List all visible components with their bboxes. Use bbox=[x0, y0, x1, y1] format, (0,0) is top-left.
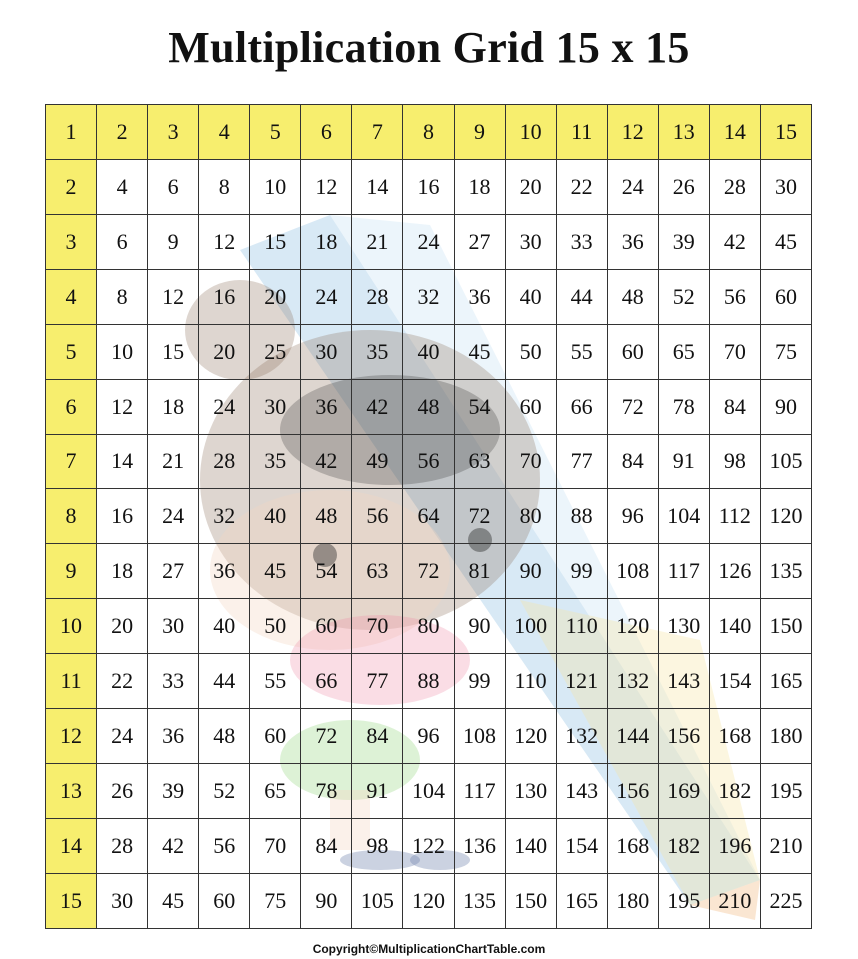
table-row bbox=[46, 764, 812, 819]
table-row bbox=[46, 379, 812, 434]
table-cell: 70 bbox=[250, 818, 301, 873]
table-cell: 104 bbox=[403, 764, 454, 819]
table-cell: 24 bbox=[607, 159, 658, 214]
table-cell: 195 bbox=[658, 873, 709, 928]
table-cell: 30 bbox=[97, 873, 148, 928]
table-cell: 8 bbox=[97, 269, 148, 324]
header-cell: 14 bbox=[709, 105, 760, 160]
table-cell: 30 bbox=[760, 159, 811, 214]
table-cell: 55 bbox=[250, 654, 301, 709]
table-cell: 63 bbox=[352, 544, 403, 599]
table-cell: 30 bbox=[505, 214, 556, 269]
table-cell: 72 bbox=[607, 379, 658, 434]
header-cell: 14 bbox=[46, 818, 97, 873]
table-cell: 54 bbox=[454, 379, 505, 434]
table-cell: 66 bbox=[556, 379, 607, 434]
table-cell: 56 bbox=[199, 818, 250, 873]
table-cell: 21 bbox=[352, 214, 403, 269]
table-cell: 78 bbox=[301, 764, 352, 819]
table-cell: 196 bbox=[709, 818, 760, 873]
table-cell: 20 bbox=[199, 324, 250, 379]
header-cell: 2 bbox=[46, 159, 97, 214]
table-cell: 9 bbox=[148, 214, 199, 269]
table-cell: 90 bbox=[760, 379, 811, 434]
table-row bbox=[46, 214, 812, 269]
table-row bbox=[46, 599, 812, 654]
table-cell: 120 bbox=[760, 489, 811, 544]
table-cell: 18 bbox=[301, 214, 352, 269]
table-cell: 42 bbox=[709, 214, 760, 269]
table-cell: 80 bbox=[403, 599, 454, 654]
table-cell: 24 bbox=[403, 214, 454, 269]
table-cell: 110 bbox=[556, 599, 607, 654]
table-cell: 90 bbox=[505, 544, 556, 599]
table-cell: 14 bbox=[97, 434, 148, 489]
table-cell: 104 bbox=[658, 489, 709, 544]
table-row bbox=[46, 269, 812, 324]
table-cell: 64 bbox=[403, 489, 454, 544]
table-cell: 77 bbox=[352, 654, 403, 709]
table-cell: 49 bbox=[352, 434, 403, 489]
table-cell: 108 bbox=[607, 544, 658, 599]
table-cell: 36 bbox=[199, 544, 250, 599]
table-cell: 42 bbox=[352, 379, 403, 434]
table-cell: 135 bbox=[454, 873, 505, 928]
table-cell: 66 bbox=[301, 654, 352, 709]
table-cell: 28 bbox=[352, 269, 403, 324]
table-cell: 16 bbox=[403, 159, 454, 214]
table-cell: 33 bbox=[148, 654, 199, 709]
table-cell: 35 bbox=[250, 434, 301, 489]
table-cell: 8 bbox=[199, 159, 250, 214]
header-cell: 10 bbox=[46, 599, 97, 654]
table-cell: 44 bbox=[199, 654, 250, 709]
header-cell: 9 bbox=[46, 544, 97, 599]
table-cell: 24 bbox=[97, 709, 148, 764]
table-cell: 75 bbox=[250, 873, 301, 928]
table-cell: 55 bbox=[556, 324, 607, 379]
table-cell: 30 bbox=[301, 324, 352, 379]
table-cell: 88 bbox=[403, 654, 454, 709]
header-cell: 6 bbox=[301, 105, 352, 160]
table-cell: 140 bbox=[505, 818, 556, 873]
table-cell: 12 bbox=[301, 159, 352, 214]
table-cell: 98 bbox=[709, 434, 760, 489]
header-cell: 10 bbox=[505, 105, 556, 160]
table-cell: 21 bbox=[148, 434, 199, 489]
table-cell: 72 bbox=[403, 544, 454, 599]
table-cell: 105 bbox=[352, 873, 403, 928]
copyright-text: Copyright©MultiplicationChartTable.com bbox=[312, 942, 546, 956]
header-cell: 5 bbox=[250, 105, 301, 160]
table-cell: 33 bbox=[556, 214, 607, 269]
table-cell: 4 bbox=[97, 159, 148, 214]
table-cell: 195 bbox=[760, 764, 811, 819]
table-cell: 56 bbox=[403, 434, 454, 489]
table-cell: 27 bbox=[454, 214, 505, 269]
table-cell: 180 bbox=[760, 709, 811, 764]
table-cell: 120 bbox=[607, 599, 658, 654]
table-cell: 110 bbox=[505, 654, 556, 709]
table-cell: 26 bbox=[97, 764, 148, 819]
table-row bbox=[46, 818, 812, 873]
table-cell: 90 bbox=[454, 599, 505, 654]
table-cell: 48 bbox=[301, 489, 352, 544]
table-cell: 72 bbox=[454, 489, 505, 544]
header-cell: 9 bbox=[454, 105, 505, 160]
table-cell: 10 bbox=[250, 159, 301, 214]
table-cell: 28 bbox=[199, 434, 250, 489]
table-row bbox=[46, 654, 812, 709]
table-cell: 52 bbox=[199, 764, 250, 819]
table-cell: 144 bbox=[607, 709, 658, 764]
table-cell: 36 bbox=[148, 709, 199, 764]
header-cell: 3 bbox=[148, 105, 199, 160]
table-cell: 56 bbox=[709, 269, 760, 324]
table-cell: 27 bbox=[148, 544, 199, 599]
header-cell: 13 bbox=[658, 105, 709, 160]
table-cell: 28 bbox=[97, 818, 148, 873]
table-cell: 40 bbox=[403, 324, 454, 379]
table-cell: 65 bbox=[658, 324, 709, 379]
table-cell: 90 bbox=[301, 873, 352, 928]
header-cell: 11 bbox=[46, 654, 97, 709]
table-row bbox=[46, 105, 812, 160]
table-cell: 91 bbox=[352, 764, 403, 819]
table-cell: 84 bbox=[607, 434, 658, 489]
table-cell: 120 bbox=[505, 709, 556, 764]
table-cell: 96 bbox=[403, 709, 454, 764]
table-cell: 130 bbox=[658, 599, 709, 654]
table-cell: 120 bbox=[403, 873, 454, 928]
table-cell: 154 bbox=[556, 818, 607, 873]
table-cell: 60 bbox=[199, 873, 250, 928]
table-cell: 20 bbox=[97, 599, 148, 654]
header-cell: 3 bbox=[46, 214, 97, 269]
table-cell: 32 bbox=[403, 269, 454, 324]
table-cell: 121 bbox=[556, 654, 607, 709]
table-cell: 60 bbox=[301, 599, 352, 654]
table-cell: 100 bbox=[505, 599, 556, 654]
table-cell: 48 bbox=[607, 269, 658, 324]
header-cell: 8 bbox=[46, 489, 97, 544]
header-cell: 15 bbox=[46, 873, 97, 928]
table-cell: 143 bbox=[658, 654, 709, 709]
table-cell: 60 bbox=[607, 324, 658, 379]
table-cell: 36 bbox=[454, 269, 505, 324]
table-row bbox=[46, 159, 812, 214]
table-cell: 45 bbox=[250, 544, 301, 599]
table-cell: 26 bbox=[658, 159, 709, 214]
table-cell: 50 bbox=[250, 599, 301, 654]
header-cell: 7 bbox=[46, 434, 97, 489]
table-cell: 56 bbox=[352, 489, 403, 544]
table-cell: 168 bbox=[607, 818, 658, 873]
table-row bbox=[46, 544, 812, 599]
table-cell: 168 bbox=[709, 709, 760, 764]
table-cell: 15 bbox=[148, 324, 199, 379]
table-cell: 84 bbox=[352, 709, 403, 764]
table-cell: 18 bbox=[148, 379, 199, 434]
table-cell: 24 bbox=[148, 489, 199, 544]
table-cell: 39 bbox=[658, 214, 709, 269]
table-cell: 130 bbox=[505, 764, 556, 819]
table-cell: 22 bbox=[556, 159, 607, 214]
header-cell: 13 bbox=[46, 764, 97, 819]
table-cell: 12 bbox=[199, 214, 250, 269]
table-cell: 99 bbox=[556, 544, 607, 599]
multiplication-grid bbox=[45, 104, 812, 929]
header-cell: 4 bbox=[199, 105, 250, 160]
table-cell: 24 bbox=[301, 269, 352, 324]
table-cell: 122 bbox=[403, 818, 454, 873]
table-cell: 35 bbox=[352, 324, 403, 379]
table-cell: 225 bbox=[760, 873, 811, 928]
header-cell: 4 bbox=[46, 269, 97, 324]
table-cell: 182 bbox=[709, 764, 760, 819]
table-cell: 70 bbox=[505, 434, 556, 489]
table-cell: 12 bbox=[148, 269, 199, 324]
table-cell: 105 bbox=[760, 434, 811, 489]
table-cell: 24 bbox=[199, 379, 250, 434]
table-cell: 182 bbox=[658, 818, 709, 873]
table-cell: 32 bbox=[199, 489, 250, 544]
table-cell: 36 bbox=[607, 214, 658, 269]
table-cell: 112 bbox=[709, 489, 760, 544]
table-row bbox=[46, 434, 812, 489]
table-cell: 42 bbox=[301, 434, 352, 489]
table-cell: 108 bbox=[454, 709, 505, 764]
table-row bbox=[46, 324, 812, 379]
table-cell: 42 bbox=[148, 818, 199, 873]
table-cell: 156 bbox=[658, 709, 709, 764]
header-cell: 1 bbox=[46, 105, 97, 160]
table-cell: 44 bbox=[556, 269, 607, 324]
table-cell: 40 bbox=[505, 269, 556, 324]
table-cell: 14 bbox=[352, 159, 403, 214]
table-cell: 30 bbox=[148, 599, 199, 654]
table-cell: 117 bbox=[658, 544, 709, 599]
table-cell: 72 bbox=[301, 709, 352, 764]
table-cell: 40 bbox=[250, 489, 301, 544]
table-cell: 88 bbox=[556, 489, 607, 544]
header-cell: 7 bbox=[352, 105, 403, 160]
header-cell: 12 bbox=[46, 709, 97, 764]
table-cell: 20 bbox=[250, 269, 301, 324]
table-cell: 150 bbox=[760, 599, 811, 654]
table-cell: 126 bbox=[709, 544, 760, 599]
table-cell: 156 bbox=[607, 764, 658, 819]
table-cell: 210 bbox=[709, 873, 760, 928]
table-cell: 81 bbox=[454, 544, 505, 599]
table-cell: 80 bbox=[505, 489, 556, 544]
page-title: Multiplication Grid 15 x 15 bbox=[168, 23, 690, 72]
table-cell: 210 bbox=[760, 818, 811, 873]
table-cell: 70 bbox=[352, 599, 403, 654]
table-cell: 99 bbox=[454, 654, 505, 709]
header-cell: 15 bbox=[760, 105, 811, 160]
table-cell: 6 bbox=[148, 159, 199, 214]
table-cell: 180 bbox=[607, 873, 658, 928]
header-cell: 12 bbox=[607, 105, 658, 160]
table-cell: 136 bbox=[454, 818, 505, 873]
table-cell: 48 bbox=[403, 379, 454, 434]
table-cell: 18 bbox=[97, 544, 148, 599]
table-cell: 70 bbox=[709, 324, 760, 379]
table-cell: 84 bbox=[301, 818, 352, 873]
table-cell: 165 bbox=[556, 873, 607, 928]
header-cell: 6 bbox=[46, 379, 97, 434]
table-cell: 165 bbox=[760, 654, 811, 709]
table-cell: 18 bbox=[454, 159, 505, 214]
table-cell: 12 bbox=[97, 379, 148, 434]
header-cell: 8 bbox=[403, 105, 454, 160]
table-cell: 54 bbox=[301, 544, 352, 599]
table-cell: 78 bbox=[658, 379, 709, 434]
table-cell: 6 bbox=[97, 214, 148, 269]
table-cell: 15 bbox=[250, 214, 301, 269]
table-row bbox=[46, 489, 812, 544]
table-cell: 22 bbox=[97, 654, 148, 709]
table-cell: 16 bbox=[97, 489, 148, 544]
header-cell: 5 bbox=[46, 324, 97, 379]
table-cell: 60 bbox=[760, 269, 811, 324]
table-cell: 16 bbox=[199, 269, 250, 324]
table-cell: 45 bbox=[148, 873, 199, 928]
table-cell: 77 bbox=[556, 434, 607, 489]
table-cell: 28 bbox=[709, 159, 760, 214]
table-cell: 50 bbox=[505, 324, 556, 379]
table-cell: 143 bbox=[556, 764, 607, 819]
table-cell: 84 bbox=[709, 379, 760, 434]
table-cell: 40 bbox=[199, 599, 250, 654]
table-cell: 65 bbox=[250, 764, 301, 819]
table-cell: 36 bbox=[301, 379, 352, 434]
table-row bbox=[46, 709, 812, 764]
table-cell: 48 bbox=[199, 709, 250, 764]
table-cell: 98 bbox=[352, 818, 403, 873]
table-cell: 60 bbox=[505, 379, 556, 434]
table-cell: 52 bbox=[658, 269, 709, 324]
table-cell: 75 bbox=[760, 324, 811, 379]
table-cell: 169 bbox=[658, 764, 709, 819]
table-cell: 140 bbox=[709, 599, 760, 654]
table-cell: 117 bbox=[454, 764, 505, 819]
table-row bbox=[46, 873, 812, 928]
table-cell: 45 bbox=[760, 214, 811, 269]
table-cell: 25 bbox=[250, 324, 301, 379]
table-cell: 150 bbox=[505, 873, 556, 928]
table-cell: 45 bbox=[454, 324, 505, 379]
table-cell: 91 bbox=[658, 434, 709, 489]
table-cell: 96 bbox=[607, 489, 658, 544]
table-cell: 30 bbox=[250, 379, 301, 434]
table-cell: 132 bbox=[556, 709, 607, 764]
table-cell: 60 bbox=[250, 709, 301, 764]
table-cell: 10 bbox=[97, 324, 148, 379]
table-cell: 154 bbox=[709, 654, 760, 709]
header-cell: 11 bbox=[556, 105, 607, 160]
header-cell: 2 bbox=[97, 105, 148, 160]
table-cell: 132 bbox=[607, 654, 658, 709]
table-cell: 135 bbox=[760, 544, 811, 599]
table-cell: 39 bbox=[148, 764, 199, 819]
table-cell: 63 bbox=[454, 434, 505, 489]
table-cell: 20 bbox=[505, 159, 556, 214]
